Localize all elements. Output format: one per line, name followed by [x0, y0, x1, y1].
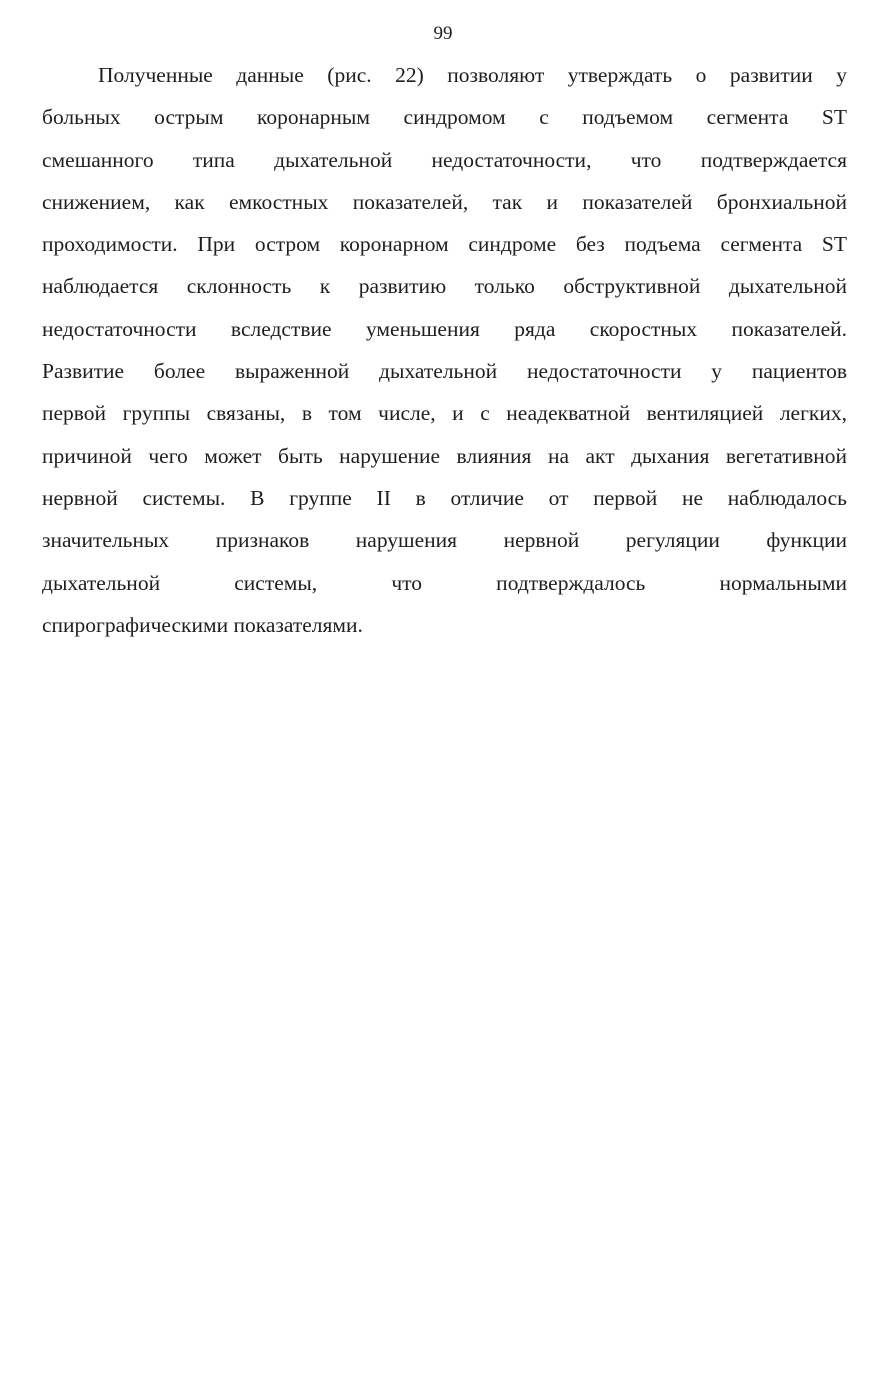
paragraph-line: больных острым коронарным синдромом с подъемом сегмента ST: [42, 105, 847, 130]
paragraph-line: снижением, как емкостных показателей, так и показателей бронхиальной: [42, 189, 847, 214]
paragraph-line: значительных признаков нарушения нервной регуляции функции: [42, 528, 847, 553]
body-paragraph: [42, 58, 847, 650]
paragraph-line: наблюдается склонность к развитию только обструктивной дыхательной: [42, 274, 847, 299]
paragraph-line: спирографическими показателями.: [42, 612, 363, 637]
paragraph-line: нервной системы. В группе II в отличие от первой не наблюдалось: [42, 485, 847, 510]
paragraph-line: дыхательной системы, что подтверждалось нормальными: [42, 570, 847, 595]
paragraph-line: первой группы связаны, в том числе, и с неадекватной вентиляцией легких,: [42, 401, 847, 426]
paragraph-line: Полученные данные (рис. 22) позволяют утверждать о развитии у: [98, 63, 847, 87]
paragraph-line: причиной чего может быть нарушение влияния на акт дыхания вегетативной: [42, 443, 847, 468]
paragraph-line: недостаточности вследствие уменьшения ряда скоростных показателей.: [42, 316, 847, 341]
page-number: 99: [433, 23, 453, 44]
paragraph-line: Развитие более выраженной дыхательной недостаточности у пациентов: [42, 359, 847, 384]
paragraph-line: проходимости. При остром коронарном синдроме без подъема сегмента ST: [42, 232, 847, 257]
paragraph-line: смешанного типа дыхательной недостаточности, что подтверждается: [42, 147, 847, 172]
